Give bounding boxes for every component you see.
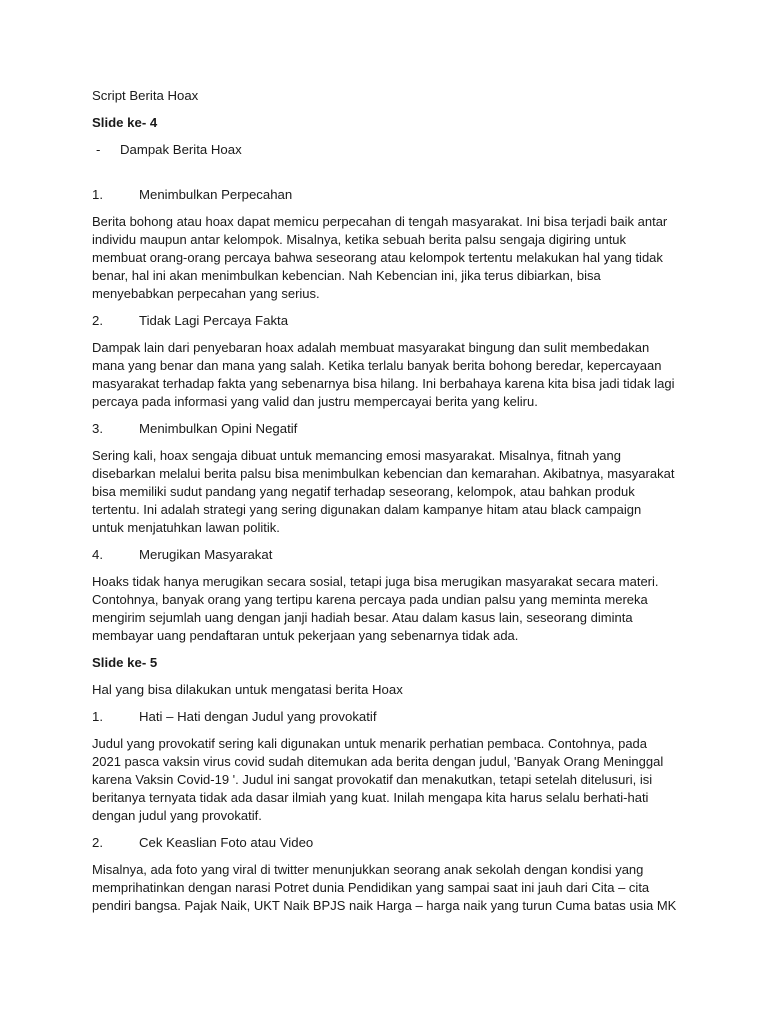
item-heading-text: Hati – Hati dengan Judul yang provokatif — [139, 709, 377, 724]
slide-5-item-1-paragraph: Judul yang provokatif sering kali digunakan untuk menarik perhatian pembaca. Contohnya, pada 2021 pasca vaksin virus covid sudah ditemukan ada berita dengan judul, 'Banyak Orang Meninggal karena Vaksin Covid-19 '. Judul ini sangat provokatif dan menakutkan, tetapi setelah ditelusuri, isi beritanya ternyata tidak ada dasar ilmiah yang kuat. Inilah mengapa kita harus selalu berhati-hati dengan judul yang provokatif. — [92, 736, 664, 823]
item-heading-text: Cek Keaslian Foto atau Video — [139, 835, 314, 850]
item-number: 3. — [92, 421, 103, 436]
item-number: 2. — [92, 835, 103, 850]
item-number: 2. — [92, 313, 103, 328]
slide-4-item-1-paragraph: Berita bohong atau hoax dapat memicu perpecahan di tengah masyarakat. Ini bisa terjadi baik antar individu maupun antar kelompok. Misalnya, ketika sebuah berita palsu sengaja digiring untuk membuat orang-orang percaya bahwa seseorang atau kelompok tertentu melakukan hal yang tidak benar, hal ini akan menimbulkan kebencian. Nah Kebencian ini, jika terus dibiarkan, bisa menyebabkan perpecahan yang serius. — [92, 214, 668, 301]
slide-4-label: Slide ke- 4 — [92, 115, 158, 130]
item-heading-text: Merugikan Masyarakat — [139, 547, 273, 562]
slide-5-item-2-heading — [92, 834, 682, 852]
slide-4-item-2-paragraph: Dampak lain dari penyebaran hoax adalah membuat masyarakat bingung dan sulit membedakan mana yang benar dan mana yang salah. Ketika terlalu banyak berita bohong beredar, kepercayaan masyarakat terhadap fakta yang sebenarnya bisa hilang. Ini berbahaya karena kita bisa jadi tidak lagi percaya pada informasi yang valid dan justru mempercayai berita yang keliru. — [92, 340, 675, 409]
slide-4-item-3-paragraph: Sering kali, hoax sengaja dibuat untuk memancing emosi masyarakat. Misalnya, fitnah yang disebarkan melalui berita palsu bisa menimbulkan kebencian dan kemarahan. Akibatnya, masyarakat bisa memiliki sudut pandang yang negatif terhadap seseorang, kelompok, atau bahkan produk tertentu. Ini adalah strategi yang sering digunakan dalam kampanye hitam atau black campaign untuk menjatuhkan lawan politik. — [92, 448, 675, 535]
slide-4-item-1-heading — [92, 186, 682, 204]
slide-5-item-2-paragraph: Misalnya, ada foto yang viral di twitter menunjukkan seorang anak sekolah dengan kondisi yang memprihatinkan dengan narasi Potret dunia Pendidikan yang sampai saat ini jauh dari Cita – cita pendiri bangsa. Pajak Naik, UKT Naik BPJS naik Harga – harga naik yang turun Cuma batas usia MK — [92, 862, 677, 913]
document-title: Script Berita Hoax — [92, 88, 199, 103]
slide-4-item-4-paragraph: Hoaks tidak hanya merugikan secara sosial, tetapi juga bisa merugikan masyarakat secara materi. Contohnya, banyak orang yang tertipu karena percaya pada undian palsu yang meminta mereka mengirim sejumlah uang dengan janji hadiah besar. Atau dalam kasus lain, seseorang diminta membayar uang pendaftaran untuk pekerjaan yang sebenarnya tidak ada. — [92, 574, 659, 643]
slide-4-item-2-heading — [92, 312, 682, 330]
slide-4-item-4-heading — [92, 546, 682, 564]
slide-4-item-3-heading — [92, 420, 682, 438]
item-number: 1. — [92, 709, 103, 724]
item-heading-text: Menimbulkan Opini Negatif — [139, 421, 298, 436]
item-heading-text: Tidak Lagi Percaya Fakta — [139, 313, 289, 328]
bullet-text: Dampak Berita Hoax — [120, 142, 242, 157]
slide-5-item-1-heading — [92, 708, 682, 726]
slide-5-intro: Hal yang bisa dilakukan untuk mengatasi berita Hoax — [92, 682, 403, 697]
slide-5-label: Slide ke- 5 — [92, 655, 158, 670]
item-heading-text: Menimbulkan Perpecahan — [139, 187, 293, 202]
blank-line — [92, 168, 682, 186]
item-number: 1. — [92, 187, 103, 202]
item-number: 4. — [92, 547, 103, 562]
document-body — [92, 87, 682, 915]
slide-4-bullet — [92, 141, 682, 159]
bullet-dash: - — [96, 142, 101, 157]
